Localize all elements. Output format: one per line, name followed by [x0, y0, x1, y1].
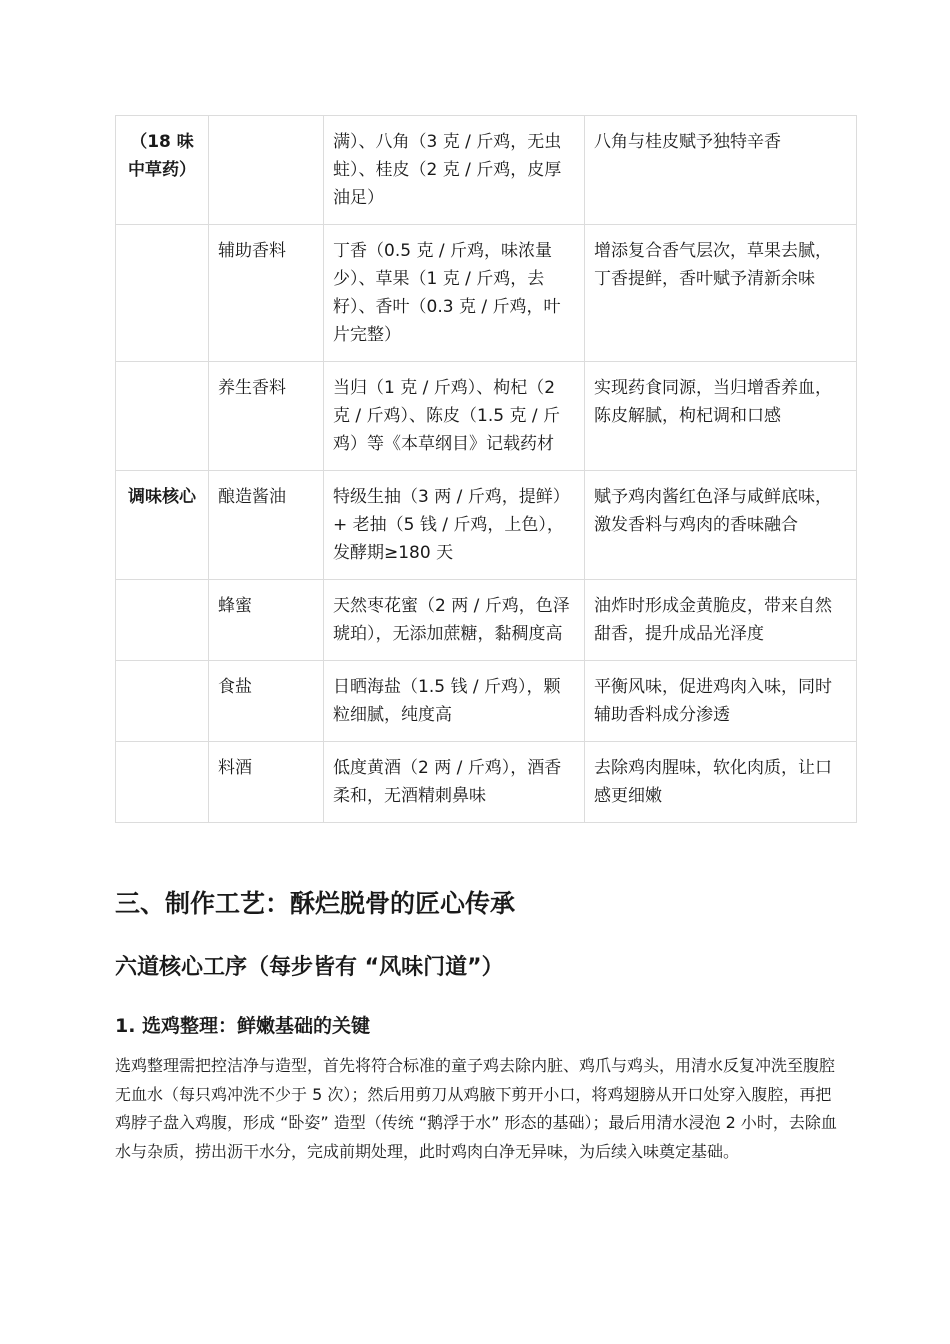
category-cell: （18 味中草药） [116, 116, 209, 225]
spec-cell: 低度黄酒（2 两 / 斤鸡），酒香柔和，无酒精刺鼻味 [324, 742, 585, 823]
category-cell [116, 580, 209, 661]
spec-cell: 当归（1 克 / 斤鸡）、枸杞（2 克 / 斤鸡）、陈皮（1.5 克 / 斤鸡）等《本草纲目》记载药材 [324, 362, 585, 471]
effect-cell: 实现药食同源，当归增香养血，陈皮解腻，枸杞调和口感 [585, 362, 857, 471]
table-row [116, 116, 857, 225]
spec-cell: 特级生抽（3 两 / 斤鸡，提鲜）+ 老抽（5 钱 / 斤鸡，上色），发酵期≥180 天 [324, 471, 585, 580]
table-row [116, 225, 857, 362]
category-cell [116, 742, 209, 823]
effect-cell: 赋予鸡肉酱红色泽与咸鲜底味，激发香料与鸡肉的香味融合 [585, 471, 857, 580]
table-row [116, 580, 857, 661]
item-cell: 酿造酱油 [209, 471, 324, 580]
item-cell: 食盐 [209, 661, 324, 742]
category-cell [116, 362, 209, 471]
section-heading: 三、制作工艺：酥烂脱骨的匠心传承 [115, 889, 516, 918]
effect-cell: 去除鸡肉腥味，软化肉质，让口感更细嫩 [585, 742, 857, 823]
effect-cell: 增添复合香气层次，草果去腻，丁香提鲜，香叶赋予清新余味 [585, 225, 857, 362]
item-cell [209, 116, 324, 225]
item-cell: 蜂蜜 [209, 580, 324, 661]
item-cell: 养生香料 [209, 362, 324, 471]
item-cell: 料酒 [209, 742, 324, 823]
ingredients-table [115, 115, 857, 823]
table-row [116, 471, 857, 580]
effect-cell: 八角与桂皮赋予独特辛香 [585, 116, 857, 225]
spec-cell: 日晒海盐（1.5 钱 / 斤鸡），颗粒细腻，纯度高 [324, 661, 585, 742]
table-row [116, 661, 857, 742]
category-cell: 调味核心 [116, 471, 209, 580]
effect-cell: 油炸时形成金黄脆皮，带来自然甜香，提升成品光泽度 [585, 580, 857, 661]
item-cell: 辅助香料 [209, 225, 324, 362]
category-cell [116, 661, 209, 742]
table-row [116, 742, 857, 823]
category-cell [116, 225, 209, 362]
spec-cell: 天然枣花蜜（2 两 / 斤鸡，色泽琥珀），无添加蔗糖，黏稠度高 [324, 580, 585, 661]
step-heading: 1. 选鸡整理：鲜嫩基础的关键 [115, 1015, 371, 1037]
spec-cell: 丁香（0.5 克 / 斤鸡，味浓量少）、草果（1 克 / 斤鸡，去籽）、香叶（0.3 克 / 斤鸡，叶片完整） [324, 225, 585, 362]
step-paragraph: 选鸡整理需把控洁净与造型，首先将符合标准的童子鸡去除内脏、鸡爪与鸡头，用清水反复冲洗至腹腔无血水（每只鸡冲洗不少于 5 次）；然后用剪刀从鸡腋下剪开小口，将鸡翅膀从开口处穿入腹腔，再把鸡脖子盘入鸡腹，形成 “卧姿” 造型（传统 “鹅浮于水” 形态的基础）；最后用清水浸泡 2 小时，去除血水与杂质，捞出沥干水分，完成前期处理，此时鸡肉白净无异味，为后续入味奠定基础。 [115, 1056, 837, 1161]
subsection-heading: 六道核心工序（每步皆有 “风味门道”） [115, 955, 504, 980]
spec-cell: 满）、八角（3 克 / 斤鸡，无虫蛀）、桂皮（2 克 / 斤鸡，皮厚油足） [324, 116, 585, 225]
effect-cell: 平衡风味，促进鸡肉入味，同时辅助香料成分渗透 [585, 661, 857, 742]
table-row [116, 362, 857, 471]
